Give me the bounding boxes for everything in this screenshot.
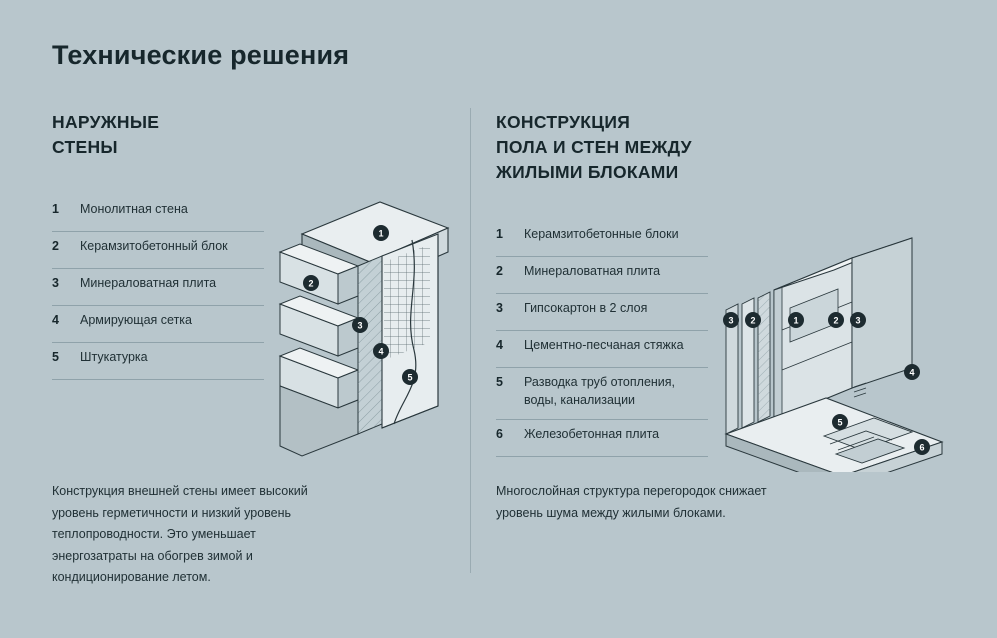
heading-line-2: ПОЛА И СТЕН МЕЖДУ <box>496 136 692 157</box>
legend-item <box>496 257 708 294</box>
svg-text:3: 3 <box>728 315 734 326</box>
legend-label: Керамзитобетонный блок <box>80 238 228 253</box>
svg-text:5: 5 <box>407 372 413 383</box>
legend-item <box>496 420 708 457</box>
svg-text:1: 1 <box>378 228 384 239</box>
heading-line-1: КОНСТРУКЦИЯ <box>496 112 631 132</box>
legend-number: 1 <box>52 201 59 216</box>
legend-item <box>52 306 264 343</box>
legend-label: Железобетонная плита <box>524 427 660 442</box>
heading-line-1: НАРУЖНЫЕ <box>52 112 160 132</box>
svg-text:5: 5 <box>837 417 843 428</box>
legend-item <box>52 269 264 306</box>
heading-line-3: ЖИЛЫМИ БЛОКАМИ <box>496 161 679 182</box>
legend-item <box>496 294 708 331</box>
heading-line-2: СТЕНЫ <box>52 136 118 157</box>
legend-label: Цементно-песчаная стяжка <box>524 337 684 352</box>
legend-number: 5 <box>52 349 59 364</box>
diagram-floor-and-partition <box>706 192 956 477</box>
svg-text:4: 4 <box>909 367 915 378</box>
legend-label: Армирующая сетка <box>80 312 192 327</box>
column-divider <box>470 108 471 573</box>
svg-text:6: 6 <box>919 442 925 453</box>
svg-text:3: 3 <box>357 320 363 331</box>
legend-item <box>52 198 264 232</box>
legend-label: Гипсокартон в 2 слоя <box>524 300 648 315</box>
svg-text:1: 1 <box>793 315 799 326</box>
svg-text:4: 4 <box>378 346 384 357</box>
legend-number: 4 <box>52 312 59 327</box>
legend-floor-and-walls <box>496 223 708 458</box>
legend-number: 5 <box>496 374 503 389</box>
legend-number: 1 <box>496 226 503 241</box>
diagram-outer-wall <box>262 192 462 487</box>
legend-number: 6 <box>496 427 503 442</box>
legend-item <box>52 232 264 269</box>
page-title: Технические решения <box>52 40 350 70</box>
note-floor-and-walls: Многослойная структура перегородок снижает уровень шума между жилыми блоками. <box>496 484 767 520</box>
legend-label: Штукатурка <box>80 349 148 364</box>
section-heading-outer-walls <box>52 110 452 160</box>
legend-label: Минераловатная плита <box>524 263 661 278</box>
legend-number: 3 <box>496 300 503 315</box>
legend-outer-walls <box>52 198 264 380</box>
legend-number: 3 <box>52 275 59 290</box>
section-heading-floor-and-walls <box>496 110 936 185</box>
svg-text:2: 2 <box>833 315 839 326</box>
svg-text:2: 2 <box>308 278 314 289</box>
svg-text:2: 2 <box>750 315 756 326</box>
legend-item <box>52 343 264 380</box>
svg-text:3: 3 <box>855 315 861 326</box>
legend-number: 2 <box>52 238 59 253</box>
note-outer-walls: Конструкция внешней стены имеет высокий уровень герметичности и низкий уровень теплопроводности. Это уменьшает энергозатраты на обогрев зимой и кондиционирование летом. <box>52 484 308 584</box>
legend-number: 2 <box>496 263 503 278</box>
legend-item <box>496 368 708 421</box>
legend-label: Минераловатная плита <box>80 275 217 290</box>
legend-item <box>496 331 708 368</box>
legend-label: Разводка труб отопления, воды, канализации <box>524 374 676 408</box>
legend-number: 4 <box>496 337 503 352</box>
legend-item <box>496 223 708 257</box>
legend-label: Монолитная стена <box>80 201 188 216</box>
legend-label: Керамзитобетонные блоки <box>524 226 679 241</box>
